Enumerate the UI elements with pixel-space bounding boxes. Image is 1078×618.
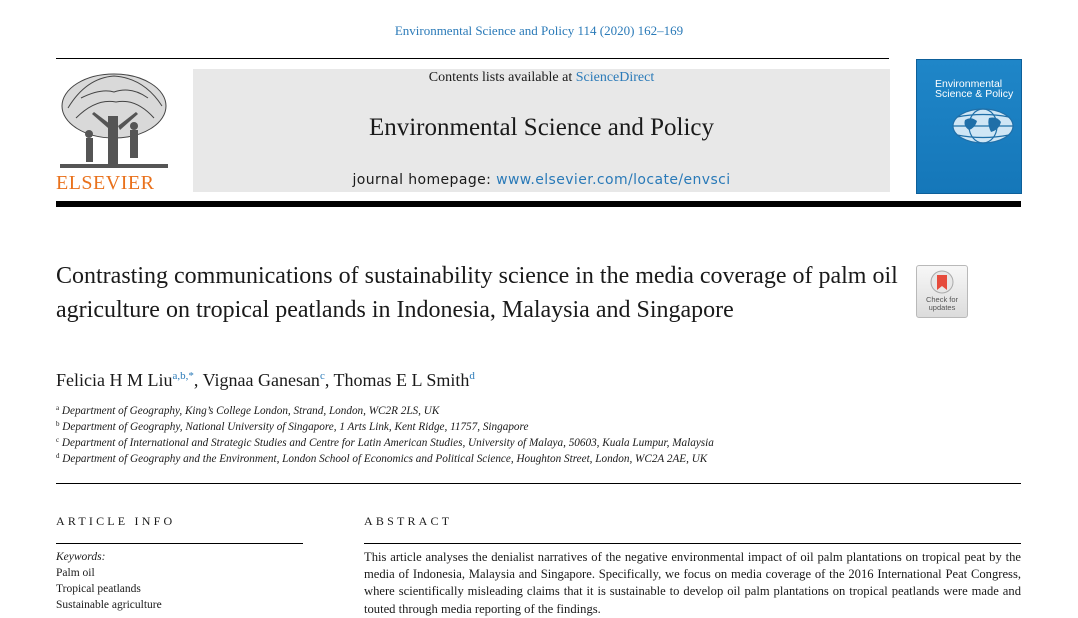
section-divider: [56, 483, 1021, 484]
affiliation-text: Department of Geography and the Environment, London School of Economics and Political Science, Houghton Street, London, WC2A 2AE, UK: [62, 453, 708, 465]
homepage-prefix: journal homepage:: [352, 172, 497, 188]
affiliation-text: Department of Geography, National University of Singapore, 1 Arts Link, Kent Ridge, 11757, Singapore: [62, 421, 529, 433]
article-info-rule: [56, 543, 303, 544]
contents-prefix: Contents lists available at: [428, 70, 576, 85]
affiliation: [56, 405, 439, 417]
affiliation-key: d: [56, 452, 60, 460]
abstract-text: This article analyses the denialist narratives of the negative environmental impact of oil palm plantations on tropical peat by the media of Indonesia, Malaysia and Singapore. Specifically, we focus on media coverage of the 2016 International Peat Congress, where scientifically misleading claims that it is sustainable to develop oil palm plantations on tropical peatlands were made and touted through media reporting of the findings.: [364, 550, 1021, 616]
journal-name: Environmental Science and Policy: [368, 114, 715, 141]
author-name[interactable]: Felicia H M Liu: [56, 370, 173, 390]
affiliation-text: Department of International and Strategic Studies and Centre for Latin American Studies, University of Malaya, 50603, Kuala Lumpur, Malaysia: [61, 437, 714, 449]
article-title: Contrasting communications of sustainability science in the media coverage of palm oil agriculture on tropical peatlands in Indonesia, Malaysia and Singapore: [56, 263, 898, 323]
affiliation-key: c: [56, 436, 60, 444]
journal-homepage-line: [193, 172, 890, 188]
keyword: Tropical peatlands: [56, 583, 141, 595]
keywords-label: Keywords:: [56, 551, 106, 563]
header-thick-rule: [56, 201, 1021, 207]
affiliation-key: b: [56, 420, 60, 428]
check-for-updates-label: Check for updates: [925, 295, 959, 312]
abstract-rule: [364, 543, 1021, 544]
author-affiliation-marker[interactable]: c: [319, 370, 325, 382]
affiliation: [56, 453, 707, 465]
contents-line: [193, 70, 890, 86]
journal-cover-image[interactable]: [916, 59, 1022, 194]
globe-icon: [951, 108, 1015, 144]
affiliation: [56, 437, 714, 449]
journal-citation[interactable]: Environmental Science and Policy 114 (2020) 162–169: [394, 23, 684, 38]
abstract-heading: ABSTRACT: [364, 514, 453, 528]
author-name[interactable]: Vignaa Ganesan: [202, 370, 320, 390]
bookmark-icon: [930, 270, 954, 296]
author-affiliation-marker[interactable]: a,b,*: [172, 370, 194, 382]
author-name[interactable]: Thomas E L Smith: [333, 370, 470, 390]
journal-homepage-link[interactable]: www.elsevier.com/locate/envsci: [496, 172, 731, 188]
author-affiliation-marker[interactable]: d: [469, 370, 475, 382]
keyword: Palm oil: [56, 567, 95, 579]
check-for-updates-button[interactable]: [916, 265, 968, 318]
keyword: Sustainable agriculture: [56, 599, 162, 611]
affiliation: [56, 421, 528, 433]
elsevier-wordmark: ELSEVIER: [56, 172, 155, 194]
cover-title: Environmental Science & Policy: [935, 78, 1014, 100]
affiliation-text: Department of Geography, King’s College London, Strand, London, WC2R 2LS, UK: [61, 405, 440, 417]
sciencedirect-link[interactable]: ScienceDirect: [575, 70, 655, 85]
author-list: Felicia H M Liu$^{a,b,*}$, Vignaa Ganesan$^c$, Thomas E L Smith$^d$: [56, 370, 475, 390]
header-top-rule: [56, 58, 889, 59]
article-info-heading: ARTICLE INFO: [56, 514, 176, 528]
affiliation-key: a: [56, 404, 60, 412]
